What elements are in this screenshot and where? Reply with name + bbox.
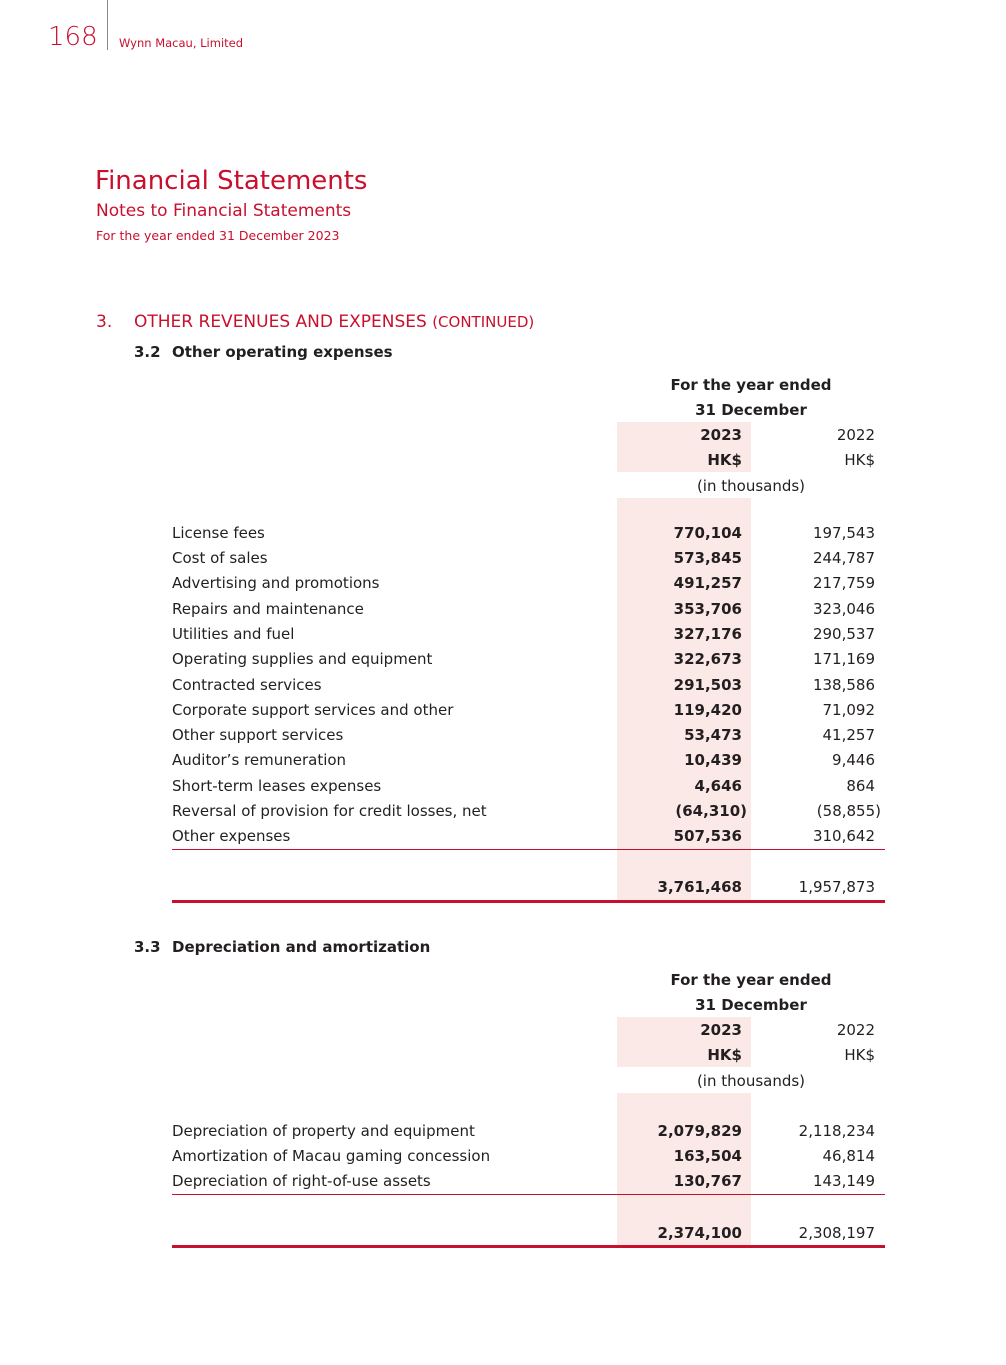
table2-currency-prior: HK$: [844, 1046, 875, 1064]
row-value-2022: (58,855): [816, 802, 881, 820]
row-label: License fees: [172, 524, 265, 542]
row-label: Other expenses: [172, 827, 291, 845]
total-value-2023: 2,374,100: [657, 1224, 742, 1242]
page-number: 168: [48, 22, 98, 52]
table2-title: Depreciation and amortization: [172, 938, 431, 956]
table1-title: Other operating expenses: [172, 343, 393, 361]
table2-heading: [134, 938, 634, 958]
row-value-2022: 71,092: [822, 701, 875, 719]
section-suffix: (CONTINUED): [432, 313, 535, 331]
section-heading: [96, 312, 534, 332]
table-row: [0, 1147, 1006, 1172]
table-row: [0, 549, 1006, 574]
row-value-2022: 864: [846, 777, 875, 795]
row-value-2023: 353,706: [673, 600, 742, 618]
table-row: [0, 574, 1006, 599]
table1-currency-current: HK$: [707, 451, 742, 469]
row-value-2023: 119,420: [673, 701, 742, 719]
header-divider: [107, 0, 108, 50]
row-value-2023: 327,176: [673, 625, 742, 643]
row-label: Depreciation of property and equipment: [172, 1122, 475, 1140]
table2-units: (in thousands): [696, 1072, 806, 1090]
table-row: [0, 777, 1006, 802]
total-value-2022: 1,957,873: [798, 878, 875, 896]
row-label: Auditor’s remuneration: [172, 751, 347, 769]
table-row: [0, 726, 1006, 751]
table1-header-line1: For the year ended: [670, 376, 832, 394]
row-value-2023: 2,079,829: [657, 1122, 742, 1140]
table1-units: (in thousands): [696, 477, 806, 495]
row-value-2022: 290,537: [812, 625, 875, 643]
row-value-2023: 507,536: [673, 827, 742, 845]
table2-year-current: 2023: [700, 1021, 742, 1039]
row-value-2023: 291,503: [673, 676, 742, 694]
table2-total-rule: [172, 1245, 885, 1248]
row-value-2023: 491,257: [673, 574, 742, 592]
total-value-2022: 2,308,197: [798, 1224, 875, 1242]
table2-subtotal-rule: [172, 1194, 885, 1195]
table-row: [0, 751, 1006, 776]
table2-header-line1: For the year ended: [670, 971, 832, 989]
table2-currency-current: HK$: [707, 1046, 742, 1064]
table-row: [0, 625, 1006, 650]
table-row: [0, 650, 1006, 675]
row-label: Depreciation of right-of-use assets: [172, 1172, 431, 1190]
row-value-2022: 217,759: [812, 574, 875, 592]
table1-subtotal-rule: [172, 849, 885, 850]
page-title: Financial Statements: [95, 166, 368, 196]
row-value-2022: 244,787: [812, 549, 875, 567]
table1-heading: [134, 343, 634, 363]
row-label: Corporate support services and other: [172, 701, 454, 719]
row-value-2023: 10,439: [684, 751, 742, 769]
company-name: Wynn Macau, Limited: [119, 36, 244, 50]
page-subtitle: Notes to Financial Statements: [96, 201, 352, 221]
row-value-2022: 46,814: [822, 1147, 875, 1165]
row-label: Reversal of provision for credit losses, net: [172, 802, 487, 820]
table-row: [0, 701, 1006, 726]
row-label: Advertising and promotions: [172, 574, 380, 592]
row-value-2023: 130,767: [673, 1172, 742, 1190]
row-value-2022: 197,543: [812, 524, 875, 542]
section-number: 3.: [96, 312, 113, 332]
table-row: [0, 524, 1006, 549]
table-row: [0, 1122, 1006, 1147]
row-value-2022: 143,149: [812, 1172, 875, 1190]
table1-total-rule: [172, 900, 885, 903]
section-title: OTHER REVENUES AND EXPENSES: [134, 312, 427, 332]
row-value-2023: 573,845: [673, 549, 742, 567]
row-label: Contracted services: [172, 676, 322, 694]
row-label: Other support services: [172, 726, 344, 744]
row-value-2022: 171,169: [812, 650, 875, 668]
row-value-2022: 323,046: [812, 600, 875, 618]
row-label: Utilities and fuel: [172, 625, 295, 643]
table2-number: 3.3: [134, 938, 161, 956]
row-value-2023: (64,310): [675, 802, 747, 820]
row-value-2023: 322,673: [673, 650, 742, 668]
row-value-2023: 770,104: [673, 524, 742, 542]
table-row: [0, 600, 1006, 625]
row-label: Cost of sales: [172, 549, 268, 567]
row-value-2022: 9,446: [832, 751, 875, 769]
table-row: [0, 676, 1006, 701]
row-value-2023: 4,646: [694, 777, 742, 795]
row-value-2023: 163,504: [673, 1147, 742, 1165]
table2-year-prior: 2022: [836, 1021, 875, 1039]
table1-number: 3.2: [134, 343, 161, 361]
table1-year-prior: 2022: [836, 426, 875, 444]
table1-currency-prior: HK$: [844, 451, 875, 469]
table-row: [0, 802, 1006, 827]
row-label: Operating supplies and equipment: [172, 650, 433, 668]
row-value-2022: 138,586: [812, 676, 875, 694]
row-label: Amortization of Macau gaming concession: [172, 1147, 491, 1165]
table2-header-line2: 31 December: [695, 996, 807, 1014]
table1-year-current: 2023: [700, 426, 742, 444]
total-value-2023: 3,761,468: [657, 878, 742, 896]
period-label: For the year ended 31 December 2023: [96, 228, 340, 243]
row-label: Repairs and maintenance: [172, 600, 364, 618]
row-label: Short-term leases expenses: [172, 777, 382, 795]
row-value-2022: 310,642: [812, 827, 875, 845]
row-value-2023: 53,473: [684, 726, 742, 744]
row-value-2022: 41,257: [822, 726, 875, 744]
row-value-2022: 2,118,234: [798, 1122, 875, 1140]
table1-header-line2: 31 December: [695, 401, 807, 419]
